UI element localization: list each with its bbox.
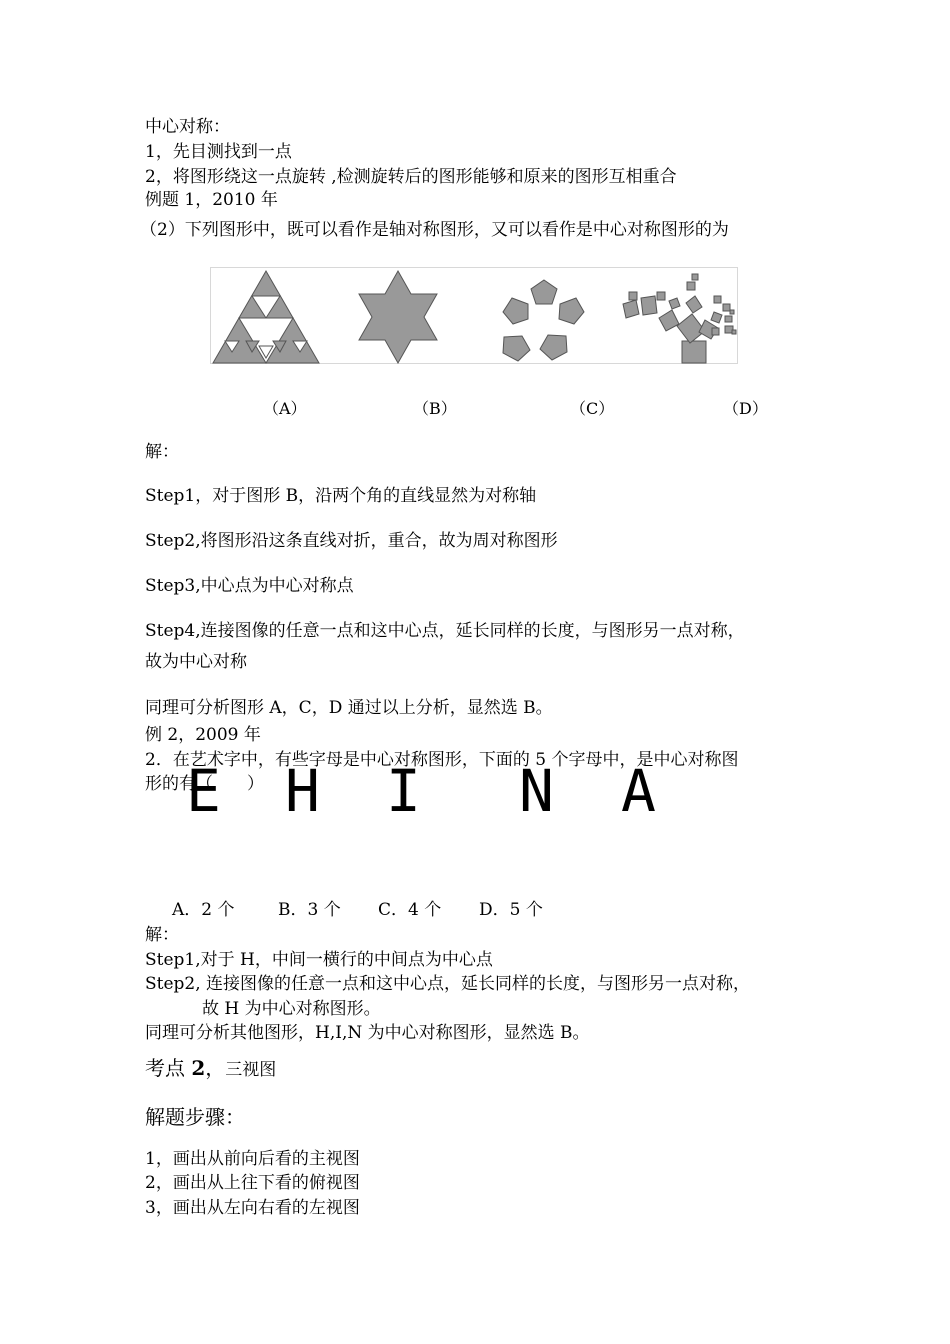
caption-c: （C）: [570, 399, 615, 418]
choice-a: A．2 个: [172, 900, 235, 920]
question-2-line-2: 形的有（ ）: [145, 774, 264, 794]
keypoint-topic: 三视图: [225, 1060, 277, 1080]
letter-e: E: [186, 757, 221, 825]
solution-1-step-4: Step4,连接图像的任意一点和这中心点，延长同样的长度，与图形另一点对称，: [145, 621, 745, 641]
example-1-label: 例题 1，2010 年: [145, 190, 278, 210]
caption-d: （D）: [723, 399, 768, 418]
keypoint-2-heading: [145, 1057, 276, 1081]
example-2-label: 例 2，2009 年: [145, 725, 261, 745]
figure-d-tree: [623, 274, 736, 363]
view-step-1: 1，画出从前向后看的主视图: [145, 1149, 360, 1169]
choice-c: C．4 个: [378, 900, 442, 920]
solution-2-step-2-cont: 故 H 为中心对称图形。: [202, 999, 381, 1019]
solution-1-step-3: Step3,中心点为中心对称点: [145, 576, 354, 596]
caption-b: （B）: [413, 399, 457, 418]
letter-i: I: [386, 757, 421, 825]
question-1: （2）下列图形中，既可以看作是轴对称图形，又可以看作是中心对称图形的为: [140, 220, 729, 240]
letter-h: H: [285, 757, 320, 825]
figure-b-star: [359, 271, 437, 363]
keypoint-comma: ，: [205, 1056, 226, 1080]
solution-1-step-1: Step1，对于图形 B，沿两个角的直线显然为对称轴: [145, 486, 537, 506]
keypoint-number: 2: [191, 1056, 206, 1080]
solution-2-step-2: Step2, 连接图像的任意一点和这中心点，延长同样的长度，与图形另一点对称，: [145, 974, 751, 994]
rule-line-2: 2，将图形绕这一点旋转 ,检测旋转后的图形能够和原来的图形互相重合: [145, 167, 677, 187]
view-step-3: 3，画出从左向右看的左视图: [145, 1198, 360, 1218]
solution-1-label: 解：: [145, 442, 179, 462]
rule-line-1: 1，先目测找到一点: [145, 142, 292, 162]
choice-b: B．3 个: [278, 900, 341, 920]
choice-d: D．5 个: [479, 900, 543, 920]
figure-a-triangle: [213, 271, 319, 363]
solution-1-step-4-cont: 故为中心对称: [145, 652, 247, 672]
figure-c-pentagons: [503, 280, 584, 361]
figure-panel: [210, 267, 738, 364]
solution-2-label: 解：: [145, 925, 179, 945]
solution-2-conclusion: 同理可分析其他图形，H,I,N 为中心对称图形，显然选 B。: [145, 1023, 590, 1043]
keypoint-label: 考点: [145, 1056, 192, 1080]
heading-central-symmetry: 中心对称：: [145, 117, 230, 137]
letter-n: N: [519, 757, 554, 825]
figures-svg: [211, 268, 739, 365]
solution-1-step-2: Step2,将图形沿这条直线对折，重合，故为周对称图形: [145, 531, 558, 551]
question-2-line-1: 2．在艺术字中，有些字母是中心对称图形，下面的 5 个字母中，是中心对称图: [145, 750, 739, 770]
view-step-2: 2，画出从上往下看的俯视图: [145, 1173, 360, 1193]
solution-2-step-1: Step1,对于 H，中间一横行的中间点为中心点: [145, 950, 493, 970]
caption-a: （A）: [263, 399, 307, 418]
steps-heading: 解题步骤：: [145, 1105, 245, 1129]
letter-a: A: [621, 757, 656, 825]
solution-1-conclusion: 同理可分析图形 A，C，D 通过以上分析，显然选 B。: [145, 698, 553, 718]
